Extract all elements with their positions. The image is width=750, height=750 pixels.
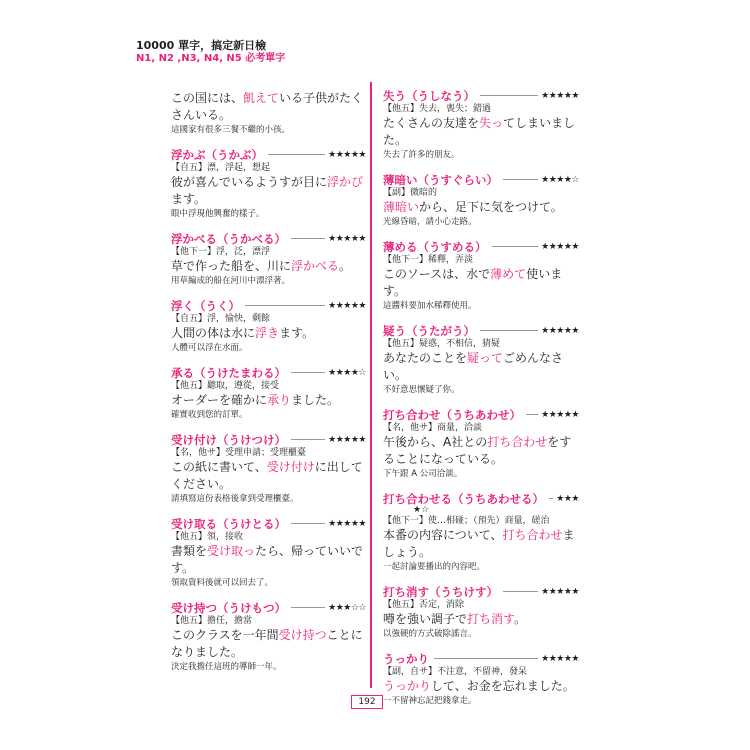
frequency-stars: ★★★☆☆	[328, 602, 366, 613]
page-number: 192	[351, 695, 383, 709]
headword: 打ち合わせる（うちあわせる）	[383, 491, 544, 506]
translation: 人體可以浮在水面。	[171, 343, 248, 353]
sentence-text: ことになりました。	[171, 628, 363, 659]
part-of-speech: 【名，他サ】受理申請；受理櫃臺	[171, 448, 307, 458]
book-title: 10000 單字，搞定新日檢	[136, 39, 267, 52]
leader-line	[503, 179, 538, 180]
translation: 下午跟 A 公司洽談。	[383, 469, 463, 479]
sentence-text: いる子供がたくさんいる。	[171, 91, 364, 122]
example-sentence	[171, 392, 366, 409]
vocab-entry	[171, 432, 366, 506]
frequency-stars: ★★★★★	[541, 90, 579, 101]
example-sentence	[383, 199, 579, 216]
headword: 打ち合わせ（うちあわせ）	[383, 407, 521, 422]
example-sentence	[383, 434, 579, 468]
leader-line	[492, 246, 539, 247]
sentence-text: 彼が喜んでいるようすが目に	[171, 175, 328, 189]
translation: 一不留神忘記把錢拿走。	[383, 696, 477, 706]
highlighted-word: 浮かび	[327, 175, 364, 189]
headword: うっかり	[383, 651, 429, 666]
sentence-text: 草で作った船を、川に	[171, 259, 292, 273]
sentence-text: 。	[514, 612, 527, 626]
highlighted-word: 承り	[267, 393, 292, 407]
example-sentence	[171, 258, 366, 275]
sentence-text: 。	[339, 259, 352, 273]
vocab-entry	[383, 172, 579, 229]
headword: 浮かぶ（うかぶ）	[171, 147, 263, 162]
example-sentence	[171, 90, 366, 124]
example-sentence	[171, 325, 366, 342]
example-sentence	[383, 527, 579, 561]
translation: 決定我擔任這班的導師一年。	[171, 662, 282, 672]
entry-heading	[383, 88, 579, 103]
entry-heading	[171, 432, 366, 447]
translation: 失去了許多的朋友。	[383, 150, 460, 160]
highlighted-word: 打ち合わせ	[502, 528, 563, 542]
part-of-speech: 【他下一】浮，泛，漂浮	[171, 247, 271, 257]
part-of-speech: 【他五】疑惑，不相信，猜疑	[383, 339, 501, 349]
part-of-speech: 【他五】失去，喪失；錯過	[383, 104, 492, 114]
translation: 以強硬的方式破除謠言。	[383, 629, 477, 639]
sentence-text: 書類を	[171, 544, 208, 558]
part-of-speech: 【副，自サ】不注意，不留神，發呆	[383, 667, 528, 677]
frequency-stars: ★★★★☆	[541, 174, 579, 185]
headword: 打ち消す（うちけす）	[383, 584, 498, 599]
sentence-text: あなたのことを	[383, 351, 468, 365]
leader-line	[503, 591, 538, 592]
sentence-text: てしまいました。	[383, 116, 576, 147]
vocab-entry	[171, 600, 366, 674]
frequency-stars: ★★★★★	[541, 653, 579, 664]
leader-line	[480, 330, 538, 331]
frequency-stars: ★★★★★	[328, 149, 366, 160]
part-of-speech: 【自五】漂，浮起，想起	[171, 163, 271, 173]
highlighted-word: 薄めて	[490, 267, 527, 281]
frequency-stars: ★★★★☆	[328, 367, 366, 378]
entry-heading	[383, 172, 579, 187]
highlighted-word: 浮き	[255, 326, 280, 340]
highlighted-word: 疑って	[467, 351, 504, 365]
entry-heading	[171, 147, 366, 162]
vocab-entry	[171, 147, 366, 221]
translation: 一起討論要播出的內容吧。	[383, 562, 486, 572]
frequency-stars: ★★★★★	[541, 409, 579, 420]
headword: 疑う（うたがう）	[383, 323, 475, 338]
part-of-speech: 【他下一】稀釋，弄淡	[383, 255, 474, 265]
part-of-speech: 【名，他サ】商量，洽談	[383, 423, 483, 433]
leader-line	[434, 658, 538, 659]
headword: 受け取る（うけとる）	[171, 516, 286, 531]
highlighted-word: 失っ	[479, 116, 504, 130]
entry-heading	[383, 323, 579, 338]
highlighted-word: 薄暗い	[383, 200, 420, 214]
sentence-text: たら、帰っていいです。	[171, 544, 364, 575]
part-of-speech: 【他五】否定，消除	[383, 600, 465, 610]
vocab-entry	[383, 323, 579, 397]
entry-heading	[171, 516, 366, 531]
vocab-entry	[383, 651, 579, 708]
sentence-text: オーダーを確かに	[171, 393, 268, 407]
headword: 薄暗い（うすぐらい）	[383, 172, 498, 187]
sentence-text: ます。	[279, 326, 315, 340]
leader-line	[526, 414, 538, 415]
entry-heading	[383, 491, 579, 506]
example-sentence	[171, 174, 366, 208]
sentence-text: から、足下に気をつけて。	[419, 200, 563, 214]
sentence-text: このソースは、水で	[383, 267, 491, 281]
entry-heading	[383, 651, 579, 666]
sentence-text: 人間の体は水に	[171, 326, 256, 340]
frequency-stars: ★★★★★	[541, 241, 579, 252]
translation: 眼中浮現他興奮的樣子。	[171, 209, 265, 219]
sentence-text: 午後から、A社との	[383, 435, 488, 449]
highlighted-word: 飢えて	[243, 91, 280, 105]
example-sentence	[383, 266, 579, 300]
headword: 失う（うしなう）	[383, 88, 475, 103]
part-of-speech: 【他五】聽取，遵從，接受	[171, 381, 280, 391]
headword: 受け付け（うけつけ）	[171, 432, 286, 447]
highlighted-word: 受け持つ	[278, 628, 327, 642]
frequency-stars: ★★★★★	[541, 325, 579, 336]
example-sentence	[383, 678, 579, 695]
vocab-entry	[383, 491, 579, 574]
entry-heading	[383, 584, 579, 599]
frequency-stars: ★★★★★	[541, 586, 579, 597]
highlighted-word: 受け取っ	[207, 544, 256, 558]
headword: 浮く（うく）	[171, 298, 240, 313]
entry-heading	[383, 239, 579, 254]
frequency-stars-continued: ★☆	[413, 505, 430, 515]
frequency-stars: ★★★	[556, 493, 579, 504]
entry-heading	[171, 231, 366, 246]
example-sentence	[383, 350, 579, 384]
sentence-text: をすることになっている。	[383, 435, 572, 466]
translation: 領取資料後就可以回去了。	[171, 578, 274, 588]
leader-line	[291, 372, 325, 373]
highlighted-word: 受け付け	[266, 460, 315, 474]
translation: 這醬料要加水稀釋使用。	[383, 301, 477, 311]
sentence-text: このクラスを一年間	[171, 628, 279, 642]
example-sentence	[171, 543, 366, 577]
leader-line	[549, 498, 553, 499]
sentence-text: たくさんの友達を	[383, 116, 480, 130]
leader-line	[291, 607, 325, 608]
translation: 光線昏暗，請小心走路。	[383, 217, 477, 227]
entry-heading	[171, 600, 366, 615]
highlighted-word: 浮かべる	[291, 259, 340, 273]
leader-line	[245, 305, 325, 306]
vocab-entry	[171, 298, 366, 355]
sentence-text: ました。	[291, 393, 340, 407]
leader-line	[291, 439, 325, 440]
sentence-text: 本番の内容について、	[383, 528, 503, 542]
sentence-text: 噂を強い調子で	[383, 612, 468, 626]
sentence-text: して、お金を忘れました。	[431, 679, 575, 693]
vocab-entry	[383, 88, 579, 162]
part-of-speech: 【自五】浮，愉快，剩餘	[171, 314, 271, 324]
frequency-stars: ★★★★★	[328, 300, 366, 311]
frequency-stars: ★★★★★	[328, 434, 366, 445]
vocab-entry	[383, 407, 579, 481]
highlighted-word: 打ち合わせ	[487, 435, 548, 449]
vocab-entry	[383, 584, 579, 641]
leader-line	[480, 95, 538, 96]
entry-heading	[171, 298, 366, 313]
sentence-text: この国には、	[171, 91, 244, 105]
frequency-stars: ★★★★★	[328, 518, 366, 529]
part-of-speech: 【他五】領，接收	[171, 532, 244, 542]
vocab-entry	[171, 90, 366, 137]
leader-line	[291, 523, 325, 524]
headword: 浮かべる（うかべる）	[171, 231, 286, 246]
example-sentence	[171, 459, 366, 493]
entry-heading	[171, 365, 366, 380]
part-of-speech: 【他下一】使…相碰；（預先）商量，磋治	[383, 516, 550, 526]
left-column	[171, 88, 366, 684]
translation: 用草編成的船在河川中漂浮著。	[171, 276, 291, 286]
example-sentence	[383, 611, 579, 628]
sentence-text: ます。	[171, 192, 207, 206]
vocab-entry	[171, 231, 366, 288]
leader-line	[291, 238, 325, 239]
vocab-entry	[171, 516, 366, 590]
highlighted-word: 打ち消す	[467, 612, 515, 626]
sentence-text: この紙に書いて、	[171, 460, 267, 474]
sentence-text: ごめんなさい。	[383, 351, 564, 382]
translation: 這國家有很多三餐不繼的小孩。	[171, 125, 291, 135]
translation: 確實收到您的訂單。	[171, 410, 248, 420]
example-sentence	[383, 115, 579, 149]
entry-heading	[383, 407, 579, 422]
translation: 不好意思懷疑了你。	[383, 385, 460, 395]
right-column	[383, 88, 579, 718]
book-subtitle: N1, N2 ,N3, N4, N5 必考單字	[136, 53, 286, 64]
leader-line	[268, 154, 325, 155]
vocab-entry	[171, 365, 366, 422]
book-header	[136, 39, 285, 65]
column-divider	[370, 82, 372, 688]
sentence-text: 使います。	[383, 267, 563, 298]
headword: 薄める（うすめる）	[383, 239, 487, 254]
headword: 受け持つ（うけもつ）	[171, 600, 286, 615]
headword: 承る（うけたまわる）	[171, 365, 286, 380]
sentence-text: に出してください。	[171, 460, 363, 491]
part-of-speech: 【他五】擔任，擔當	[171, 616, 253, 626]
vocab-entry	[383, 239, 579, 313]
frequency-stars: ★★★★★	[328, 233, 366, 244]
part-of-speech: 【副】微暗的	[383, 188, 438, 198]
highlighted-word: うっかり	[383, 679, 432, 693]
translation: 請填寫這份表格後拿到受理櫃臺。	[171, 494, 299, 504]
sentence-text: ましょう。	[383, 528, 575, 559]
example-sentence	[171, 627, 366, 661]
